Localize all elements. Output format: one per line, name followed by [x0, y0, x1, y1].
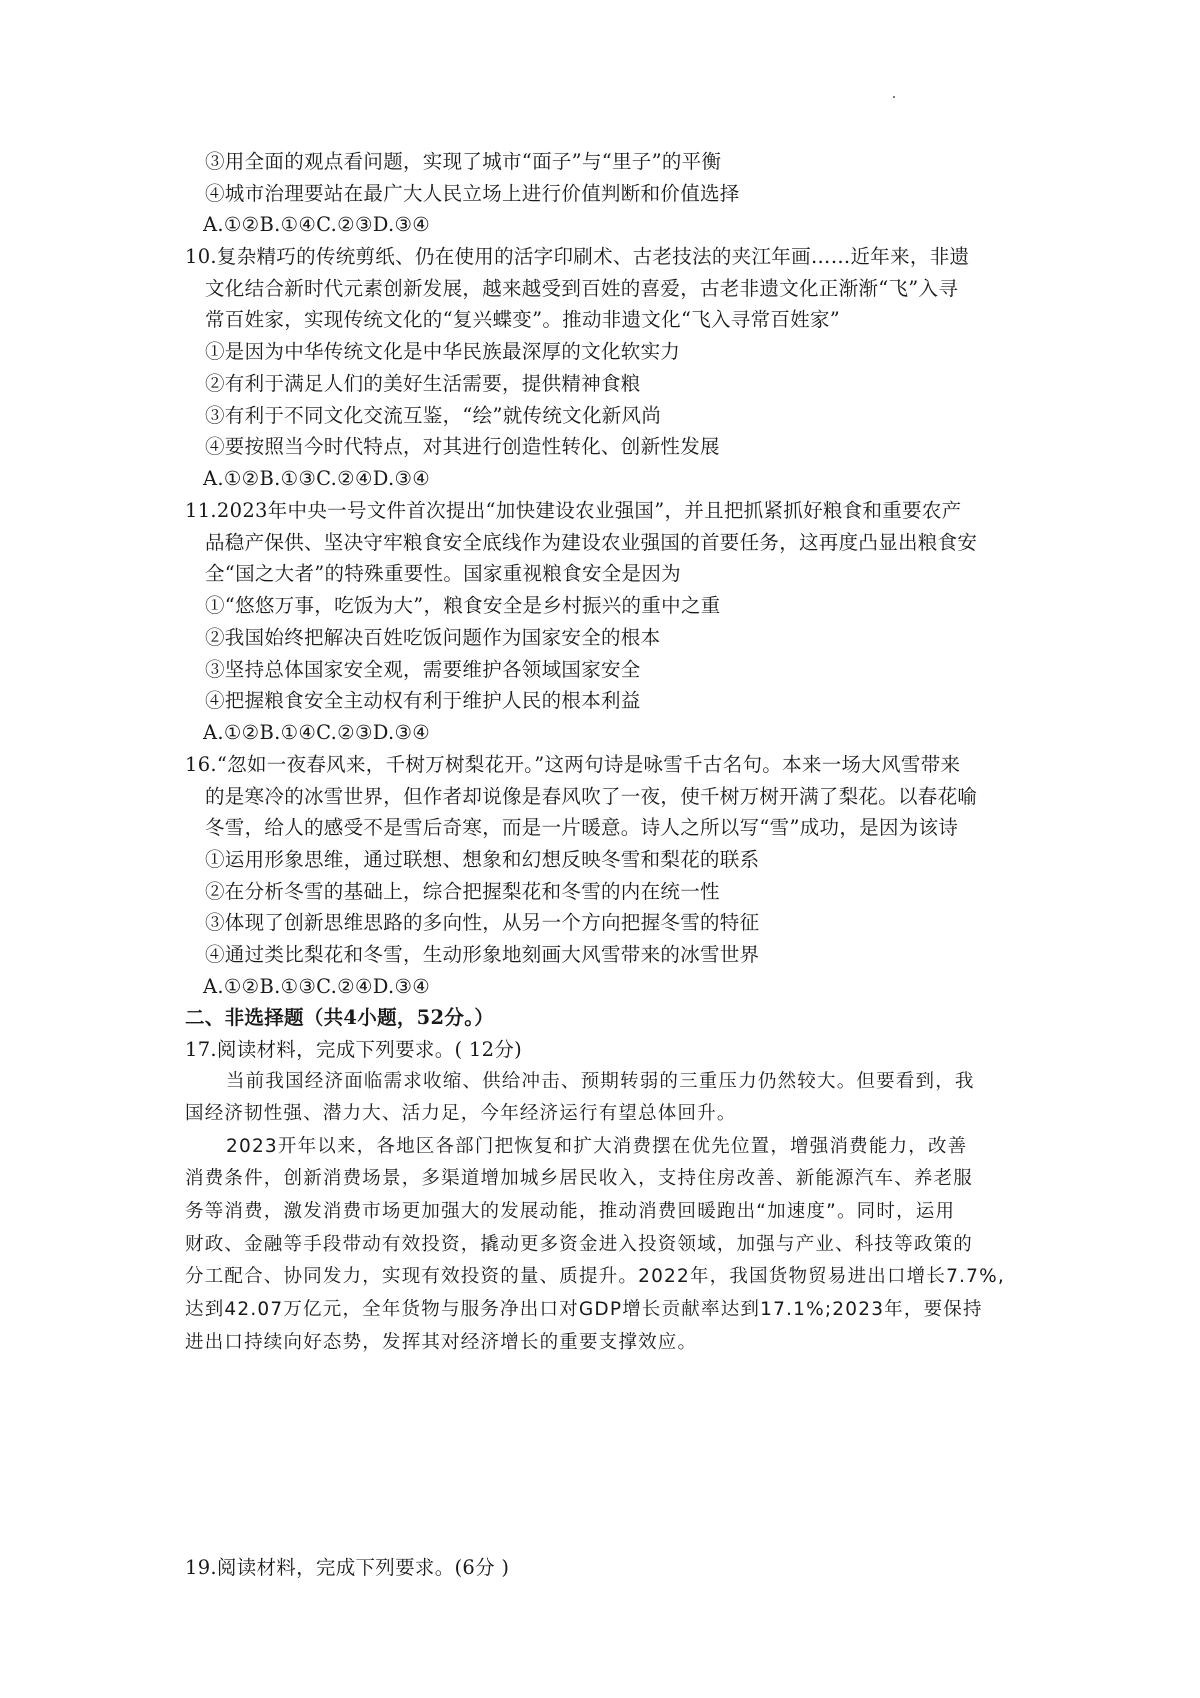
q11-stem-line-3: 全“国之大者”的特殊重要性。国家重视粮食安全是因为: [205, 562, 681, 585]
q11-answer-choices: A.①②B.①④C.②③D.③④: [203, 721, 431, 744]
q16-stem-line-2: 的是寒冷的冰雪世界，但作者却说像是春风吹了一夜，使千树万树开满了梨花。以春花喻: [205, 785, 978, 808]
q11-option-4: ④把握粮食安全主动权有利于维护人民的根本利益: [205, 689, 641, 712]
q17-paragraph-2-line-3: 务等消费，激发消费市场更加强大的发展动能，推动消费回暖跑出“加速度”。同时，运用: [185, 1201, 956, 1222]
q17-paragraph-1-line-2: 国经济韧性强、潜力大、活力足，今年经济运行有望总体回升。: [185, 1103, 737, 1124]
q17-paragraph-2-line-4: 财政、金融等手段带动有效投资，撬动更多资金进入投资领域，加强与产业、科技等政策的: [185, 1234, 974, 1255]
q11-stem-line-1: 11.2023年中央一号文件首次提出“加快建设农业强国”，并且把抓紧抓好粮食和重要农产: [185, 499, 962, 522]
q10-option-3: ③有利于不同文化交流互鉴，“绘”就传统文化新风尚: [205, 404, 662, 427]
q17-paragraph-2-line-7: 进出口持续向好态势，发挥其对经济增长的重要支撑效应。: [185, 1332, 698, 1353]
scan-speck: [893, 96, 895, 98]
q17-paragraph-2-line-5: 分工配合、协同发力，实现有效投资的量、质提升。2022年，我国货物贸易进出口增长7.7%,: [185, 1266, 1005, 1287]
q9-option-3: ③用全面的观点看问题，实现了城市“面子”与“里子”的平衡: [205, 150, 722, 173]
q17-paragraph-2-line-6: 达到42.07万亿元，全年货物与服务净出口对GDP增长贡献率达到17.1%;2023年，要保持: [185, 1299, 983, 1320]
q17-paragraph-2-line-2: 消费条件，创新消费场景，多渠道增加城乡居民收入，支持住房改善、新能源汽车、养老服: [185, 1168, 974, 1189]
q10-stem-line-1: 10.复杂精巧的传统剪纸、仍在使用的活字印刷术、古老技法的夹江年画……近年来，非遗: [185, 245, 970, 268]
q9-option-4: ④城市治理要站在最广大人民立场上进行价值判断和价值选择: [205, 182, 740, 205]
q11-option-2: ②我国始终把解决百姓吃饭问题作为国家安全的根本: [205, 626, 661, 649]
q16-option-1: ①运用形象思维，通过联想、想象和幻想反映冬雪和梨花的联系: [205, 848, 760, 871]
q10-stem-line-3: 常百姓家，实现传统文化的“复兴蝶变”。推动非遗文化“飞入寻常百姓家”: [205, 308, 841, 331]
q10-stem-line-2: 文化结合新时代元素创新发展，越来越受到百姓的喜爱，古老非遗文化正渐渐“飞”入寻: [205, 277, 959, 300]
q11-option-1: ①“悠悠万事，吃饭为大”，粮食安全是乡村振兴的重中之重: [205, 594, 721, 617]
q16-stem-line-1: 16.“忽如一夜春风来，千树万树梨花开。”这两句诗是咏雪千古名句。本来一场大风雪带来: [185, 753, 961, 776]
section-heading: 二、非选择题（共4小题，52分。）: [185, 1006, 495, 1029]
q10-option-1: ①是因为中华传统文化是中华民族最深厚的文化软实力: [205, 340, 681, 363]
q9-answer-choices: A.①②B.①④C.②③D.③④: [203, 213, 431, 236]
q10-answer-choices: A.①②B.①③C.②④D.③④: [203, 467, 431, 490]
q17-title: 17.阅读材料，完成下列要求。( 12分): [185, 1038, 523, 1061]
q16-stem-line-3: 冬雪，给人的感受不是雪后奇寒，而是一片暖意。诗人之所以写“雪”成功，是因为该诗: [205, 816, 959, 839]
q11-stem-line-2: 品稳产保供、坚决守牢粮食安全底线作为建设农业强国的首要任务，这再度凸显出粮食安: [205, 531, 978, 554]
q16-option-4: ④通过类比梨花和冬雪，生动形象地刻画大风雪带来的冰雪世界: [205, 943, 760, 966]
q10-option-2: ②有利于满足人们的美好生活需要，提供精神食粮: [205, 372, 641, 395]
q16-option-3: ③体现了创新思维思路的多向性，从另一个方向把握冬雪的特征: [205, 911, 760, 934]
q16-answer-choices: A.①②B.①③C.②④D.③④: [203, 975, 431, 998]
q19-title: 19.阅读材料，完成下列要求。(6分 ): [185, 1556, 510, 1579]
q16-option-2: ②在分析冬雪的基础上，综合把握梨花和冬雪的内在统一性: [205, 880, 720, 903]
q10-option-4: ④要按照当今时代特点，对其进行创造性转化、创新性发展: [205, 435, 720, 458]
q17-paragraph-1-line-1: 当前我国经济面临需求收缩、供给冲击、预期转弱的三重压力仍然较大。但要看到，我: [226, 1071, 975, 1092]
q17-paragraph-2-line-1: 2023开年以来，各地区各部门把恢复和扩大消费摆在优先位置，增强消费能力，改善: [226, 1136, 968, 1157]
q11-option-3: ③坚持总体国家安全观，需要维护各领域国家安全: [205, 658, 641, 681]
